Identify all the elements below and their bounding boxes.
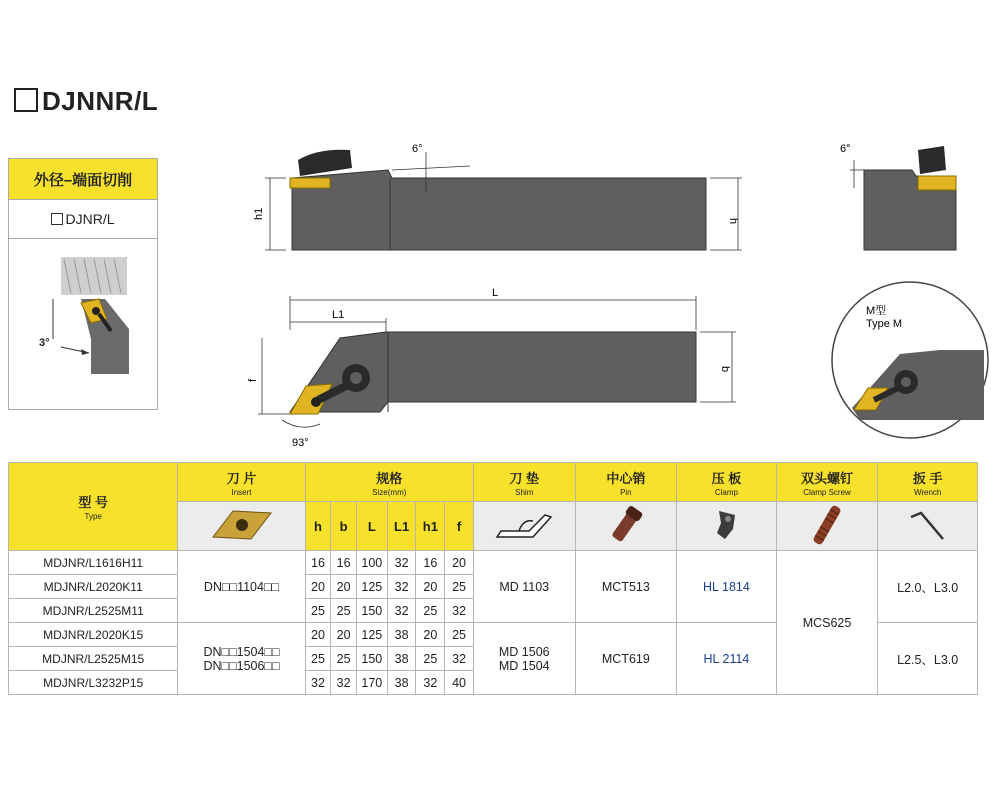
dim-L1-header: L1 — [387, 502, 416, 551]
spec-table — [8, 462, 978, 695]
size-value-cell: 32 — [387, 551, 416, 575]
size-value-cell: 150 — [356, 599, 387, 623]
size-value-cell: 16 — [331, 551, 357, 575]
size-value-cell: 25 — [331, 647, 357, 671]
size-value-cell: 25 — [416, 647, 445, 671]
dim-L-label: L — [492, 287, 499, 299]
size-value-cell: 32 — [387, 575, 416, 599]
clamp-image — [677, 502, 777, 551]
size-value-cell: 25 — [331, 599, 357, 623]
angle-3-label: 3° — [39, 337, 50, 349]
size-value-cell: 25 — [416, 599, 445, 623]
model-cell: MDJNR/L2525M11 — [9, 599, 178, 623]
pin-group-a: MCT513 — [575, 551, 677, 623]
size-value-cell: 32 — [445, 647, 474, 671]
dim-L-header: L — [356, 502, 387, 551]
dim-h1-header: h1 — [416, 502, 445, 551]
shim-group-a: MD 1103 — [473, 551, 575, 623]
size-value-cell: 20 — [416, 623, 445, 647]
col-size-header: 规格 Size(mm) — [305, 463, 473, 502]
pin-icon — [591, 505, 661, 545]
size-value-cell: 25 — [445, 575, 474, 599]
size-value-cell: 16 — [305, 551, 331, 575]
size-value-cell: 38 — [387, 671, 416, 695]
dim-L1-label: L1 — [332, 309, 345, 321]
model-cell: MDJNR/L2020K11 — [9, 575, 178, 599]
operation-label: 外径–端面切削 — [9, 159, 157, 200]
size-value-cell: 40 — [445, 671, 474, 695]
model-cell: MDJNR/L1616H11 — [9, 551, 178, 575]
size-value-cell: 20 — [305, 575, 331, 599]
model-cell: MDJNR/L3232P15 — [9, 671, 178, 695]
dim-f-header: f — [445, 502, 474, 551]
size-value-cell: 32 — [305, 671, 331, 695]
dim-f-label: f — [247, 378, 259, 382]
model-cell: MDJNR/L2525M15 — [9, 647, 178, 671]
shim-icon — [489, 505, 559, 545]
dim-h-header: h — [305, 502, 331, 551]
clamp-screw-icon — [792, 505, 862, 545]
size-value-cell: 20 — [331, 575, 357, 599]
size-value-cell: 25 — [305, 599, 331, 623]
size-value-cell: 25 — [305, 647, 331, 671]
pin-group-b: MCT619 — [575, 623, 677, 695]
size-value-cell: 32 — [445, 599, 474, 623]
size-value-cell: 20 — [445, 551, 474, 575]
size-value-cell: 20 — [331, 623, 357, 647]
type-m-en-label: Type M — [866, 318, 903, 330]
hex-key-icon — [893, 505, 963, 545]
page-title: DJNNR/L — [14, 86, 158, 117]
size-value-cell: 20 — [305, 623, 331, 647]
angle-93-label: 93° — [292, 437, 309, 449]
size-value-cell: 125 — [356, 575, 387, 599]
size-value-cell: 16 — [416, 551, 445, 575]
clamp-screw-image — [776, 502, 878, 551]
col-wrench-header: 扳 手 Wrench — [878, 463, 978, 502]
col-pin-header: 中心销 Pin — [575, 463, 677, 502]
size-value-cell: 100 — [356, 551, 387, 575]
size-value-cell: 32 — [416, 671, 445, 695]
holder-code: DJNR/L — [9, 200, 157, 239]
col-clamp-header: 压 板 Clamp — [677, 463, 777, 502]
wrench-group-b: L2.5、L3.0 — [878, 623, 978, 695]
angle-6-side-label: 6° — [840, 143, 851, 155]
screw-group: MCS625 — [776, 551, 878, 695]
insert-group-a: DN□□1104□□ — [178, 551, 305, 623]
col-insert-header: 刀 片 Insert — [178, 463, 305, 502]
dim-b-header: b — [331, 502, 357, 551]
wrench-group-a: L2.0、L3.0 — [878, 551, 978, 623]
size-value-cell: 20 — [416, 575, 445, 599]
dim-b-label: b — [719, 366, 731, 373]
dim-h1-label: h1 — [253, 207, 265, 220]
shim-group-b: MD 1506 MD 1504 — [473, 623, 575, 695]
clamp-group-b: HL 2114 — [677, 623, 777, 695]
wrench-image — [878, 502, 978, 551]
size-value-cell: 125 — [356, 623, 387, 647]
col-type-header: 型 号 Type — [9, 463, 178, 551]
size-value-cell: 32 — [331, 671, 357, 695]
pin-image — [575, 502, 677, 551]
clamp-icon — [691, 505, 761, 545]
shim-image — [473, 502, 575, 551]
insert-group-b: DN□□1504□□ DN□□1506□□ — [178, 623, 305, 695]
type-m-cn-label: M型 — [866, 305, 887, 317]
size-value-cell: 38 — [387, 623, 416, 647]
table-row — [9, 551, 978, 575]
col-shim-header: 刀 垫 Shim — [473, 463, 575, 502]
size-value-cell: 38 — [387, 647, 416, 671]
dim-h-label: h — [727, 218, 739, 225]
clamp-group-a: HL 1814 — [677, 551, 777, 623]
insert-icon — [207, 505, 277, 545]
insert-image — [178, 502, 305, 551]
angle-6-top-label: 6° — [412, 143, 423, 155]
size-value-cell: 32 — [387, 599, 416, 623]
size-value-cell: 25 — [445, 623, 474, 647]
model-cell: MDJNR/L2020K15 — [9, 623, 178, 647]
size-value-cell: 150 — [356, 647, 387, 671]
size-value-cell: 170 — [356, 671, 387, 695]
col-screw-header: 双头螺钉 Clamp Screw — [776, 463, 878, 502]
